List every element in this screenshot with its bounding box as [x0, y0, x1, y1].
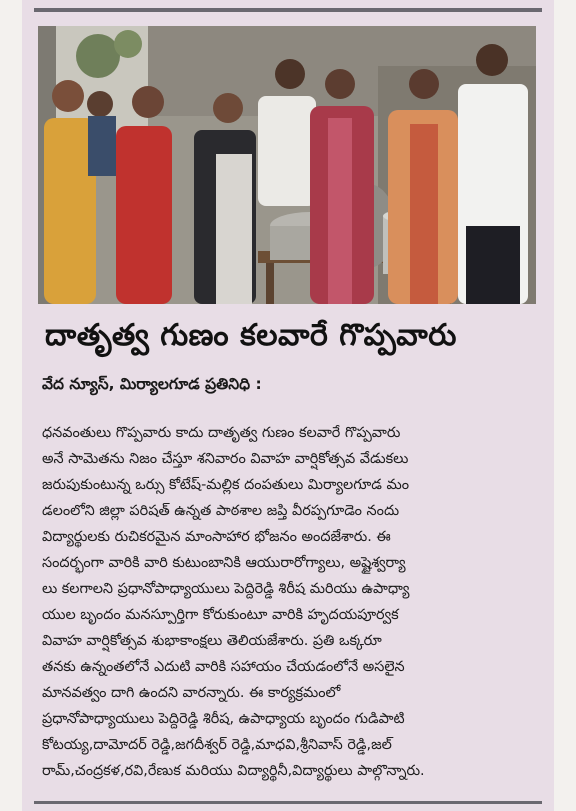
body-line: తనకు ఉన్నంతలోనే ఎదుటి వారికి సహాయం చేయడంలోనే అసలైన — [42, 659, 405, 675]
body-line: కోటయ్య,దామోదర్ రెడ్డి,జగదీశ్వర్ రెడ్డి,మాధవి,శ్రీనివాస్ రెడ్డి,జల్ — [42, 737, 392, 753]
body-line: యుల బృందం మనస్పూర్తిగా కోరుకుంటూ వారికి హృదయపూర్వక — [42, 607, 399, 623]
news-photo — [38, 26, 536, 304]
body-line: రామ్,చంద్రకళ,రవి,రేణుక మరియు విద్యార్థినీ,విద్యార్థులు పాల్గొన్నారు. — [42, 763, 425, 779]
body-line: ధనవంతులు గొప్పవారు కాదు దాతృత్వ గుణం కలవారే గొప్పవారు — [42, 425, 401, 441]
body-line: అనే సామెతను నిజం చేస్తూ శనివారం వివాహ వార్షికోత్సవ వేడుకలు — [42, 451, 409, 467]
body-line: విద్యార్థులకు రుచికరమైన మాంసాహార భోజనం అందజేశారు. ఈ — [42, 529, 391, 545]
body-line: మానవత్వం దాగి ఉందని వారన్నారు. ఈ కార్యక్రమంలో — [42, 685, 341, 701]
bottom-rule — [34, 801, 542, 804]
body-line: వివాహ వార్షికోత్సవ శుభాకాంక్షలు తెలియజేశారు. ప్రతి ఒక్కరూ — [42, 633, 382, 649]
photo-illustration — [38, 26, 536, 304]
body-line: ప్రధానోపాధ్యాయులు పెద్దిరెడ్డి శిరీష, ఉపాధ్యాయ బృందం గుడిపాటి — [42, 711, 405, 727]
article-headline: దాతృత్వ గుణం కలవారే గొప్పవారు — [45, 318, 457, 353]
body-line: సందర్భంగా వారికి వారి కుటుంబానికి ఆయురారోగ్యాలు, అష్టైశ్వర్యా — [42, 555, 406, 571]
top-rule — [34, 8, 542, 12]
article-byline: వేద న్యూస్, మిర్యాలగూడ ప్రతినిధి : — [42, 375, 262, 393]
body-line: జరుపుకుంటున్న ఒర్సు కోటేష్-మల్లిక దంపతులు మిర్యాలగూడ మం — [42, 477, 409, 493]
body-line: లు కలగాలని ప్రధానోపాధ్యాయులు పెద్దిరెడ్డి శిరీష మరియు ఉపాధ్యా — [42, 581, 410, 597]
body-line: డలంలోని జిల్లా పరిషత్ ఉన్నత పాఠశాల జప్తి వీరప్పగూడెం నందు — [42, 503, 400, 519]
